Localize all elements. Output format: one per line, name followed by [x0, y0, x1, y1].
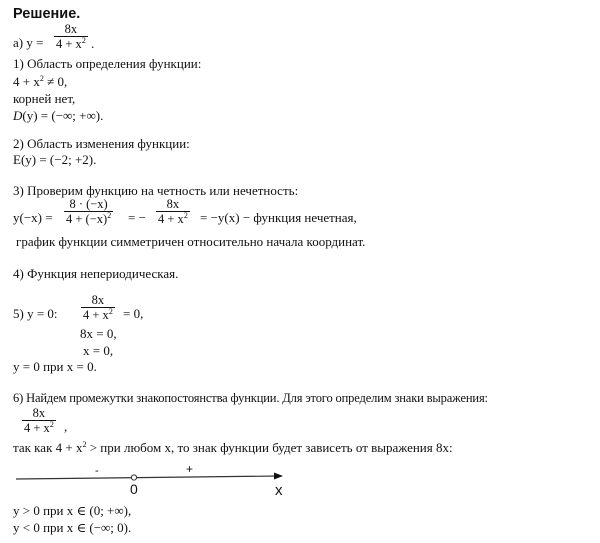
step3-fraction1: [64, 197, 113, 226]
step1-line1: [13, 74, 67, 89]
step3-lhs: y(−x) =: [13, 210, 53, 225]
axis-arrow-icon: [274, 473, 283, 480]
step6-frac-tail: ,: [64, 419, 68, 434]
den-exp: 2: [183, 211, 188, 220]
step4-title: 4) Функция непериодическая.: [13, 266, 179, 281]
den-base: 4 + (−x): [66, 212, 108, 226]
fraction-numerator: 8x: [64, 22, 78, 36]
fraction-denominator: [81, 307, 115, 322]
step3-title: 3) Проверим функцию на четность или нечетность:: [13, 183, 299, 198]
step5-line2: 8x = 0,: [80, 326, 117, 341]
line-exp: 2: [82, 440, 87, 449]
den-base: 4 + x: [158, 212, 184, 226]
line-post: ≠ 0,: [43, 74, 68, 89]
den-base: 4 + x: [83, 308, 109, 322]
step1-title: 1) Область определения функции:: [13, 56, 202, 71]
fraction-denominator: [54, 36, 88, 51]
step5-label: 5) y = 0:: [13, 306, 58, 321]
fraction-denominator: [64, 211, 113, 226]
line-pre: 4 + x: [13, 74, 40, 89]
step6-fraction: [22, 406, 56, 435]
step3-rhs: = −y(x) − функция нечетная,: [200, 210, 357, 225]
part-a-label: а) y =: [13, 35, 44, 50]
step5-frac-tail: = 0,: [123, 306, 144, 321]
fraction-denominator: [22, 420, 56, 435]
domain-value: (y) = (−∞; +∞).: [22, 108, 104, 123]
den-base: 4 + x: [56, 37, 82, 51]
axis-label: x: [275, 482, 283, 499]
step1-line3: [13, 108, 103, 123]
step6-title: 6) Найдем промежутки знакопостоянства функции. Для этого определим знаки выражения:: [13, 391, 488, 405]
den-exp: 2: [107, 211, 112, 220]
line-post: > при любом x, то знак функции будет зависеть от выражения 8x:: [86, 440, 453, 455]
fraction-numerator: 8x: [166, 197, 180, 211]
step2-line1: E(y) = (−2; +2).: [13, 152, 97, 167]
fraction-numerator: 8x: [91, 293, 105, 307]
fraction-numerator: 8x: [32, 406, 46, 420]
step5-line4: y = 0 при x = 0.: [13, 359, 97, 374]
fraction-denominator: [156, 211, 190, 226]
number-line: [0, 462, 300, 502]
fraction-numerator: 8 · (−x): [69, 197, 108, 211]
step5-line3: x = 0,: [83, 343, 114, 358]
minus-sign: -: [95, 465, 99, 477]
part-a-tail: .: [91, 36, 95, 51]
step6-line2: [13, 440, 453, 455]
step1-line2: корней нет,: [13, 91, 76, 106]
den-base: 4 + x: [24, 421, 50, 435]
step3-fraction2: [156, 197, 190, 226]
step6-result2: y < 0 при x ∈ (−∞; 0).: [13, 520, 132, 535]
step3-line2: график функции симметричен относительно начала координат.: [16, 234, 366, 249]
part-a-fraction: [54, 22, 88, 51]
step5-fraction: [81, 293, 115, 322]
axis-line: [16, 476, 280, 479]
step3-mid: = −: [128, 210, 146, 225]
line-pre: так как 4 + x: [13, 440, 83, 455]
solution-heading: Решение.: [13, 6, 81, 22]
line-exp: 2: [39, 74, 44, 83]
zero-label: 0: [130, 481, 138, 497]
den-exp: 2: [49, 420, 54, 429]
step2-title: 2) Область изменения функции:: [13, 136, 190, 151]
zero-point: [131, 475, 136, 480]
den-exp: 2: [81, 36, 86, 45]
den-exp: 2: [108, 307, 113, 316]
step6-result1: y > 0 при x ∈ (0; +∞),: [13, 503, 132, 518]
domain-symbol: D: [13, 108, 23, 123]
plus-sign: +: [186, 462, 194, 476]
